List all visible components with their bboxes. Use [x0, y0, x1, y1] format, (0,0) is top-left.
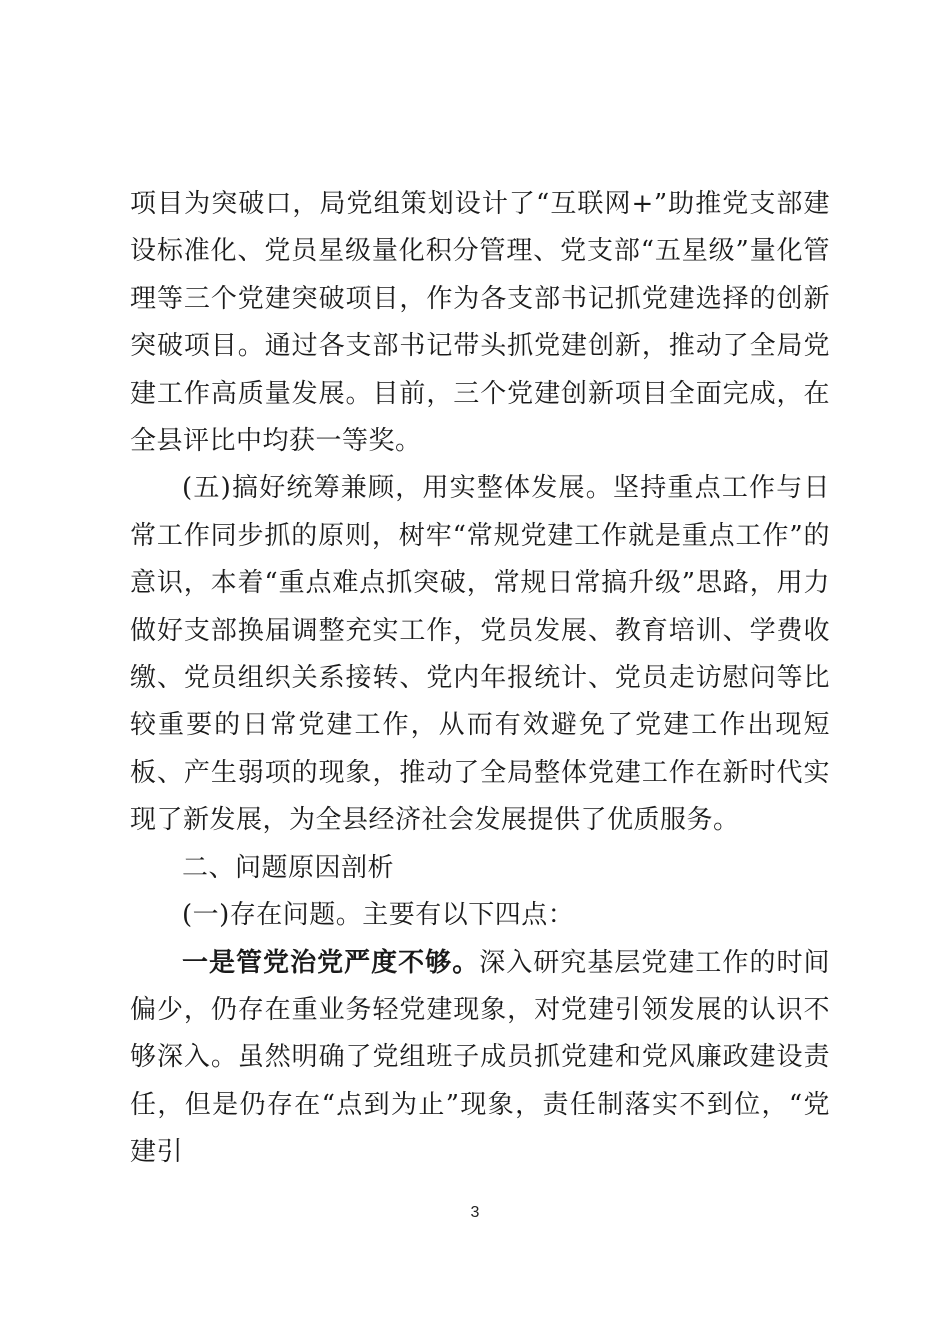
paragraph-continued: 项目为突破口，局党组策划设计了“互联网+”助推党支部建设标准化、党员星级量化积分管理、党支部“五星级”量化管理等三个党建突破项目，作为各支部书记抓党建选择的创新突破项目。通过各支部书记带头抓党建创新，推动了全局党建工作高质量发展。目前，三个党建创新项目全面完成，在全县评比中均获一等奖。: [130, 189, 830, 457]
first-problem-body: 深入研究基层党建工作的时间偏少，仍存在重业务轻党建现象，对党建引领发展的认识不够深入。虽然明确了党组班子成员抓党建和党风廉政建设责任，但是仍存在“点到为止”现象，责任制落实不到位，“党建引: [130, 947, 830, 1168]
paragraph-section-five: (五)搞好统筹兼顾，用实整体发展。坚持重点工作与日常工作同步抓的原则，树牢“常规党建工作就是重点工作”的意识，本着“重点难点抓突破，常规日常搞升级”思路，用力做好支部换届调整充实工作，党员发展、教育培训、学费收缴、党员组织关系接转、党内年报统计、党员走访慰问等比较重要的日常党建工作，从而有效避免了党建工作出现短板、产生弱项的现象，推动了全局整体党建工作在新时代实现了新发展，为全县经济社会发展提供了优质服务。: [130, 473, 830, 836]
section-heading-problem-analysis: 二、问题原因剖析: [182, 852, 395, 883]
paragraph-first-problem: [130, 940, 830, 1177]
paragraph-existing-problems: (一)存在问题。主要有以下四点：: [182, 900, 575, 931]
first-problem-lead: 一是管党治党严度不够。: [182, 947, 480, 978]
page-number: 3: [470, 1204, 480, 1221]
document-body: [130, 181, 830, 1177]
